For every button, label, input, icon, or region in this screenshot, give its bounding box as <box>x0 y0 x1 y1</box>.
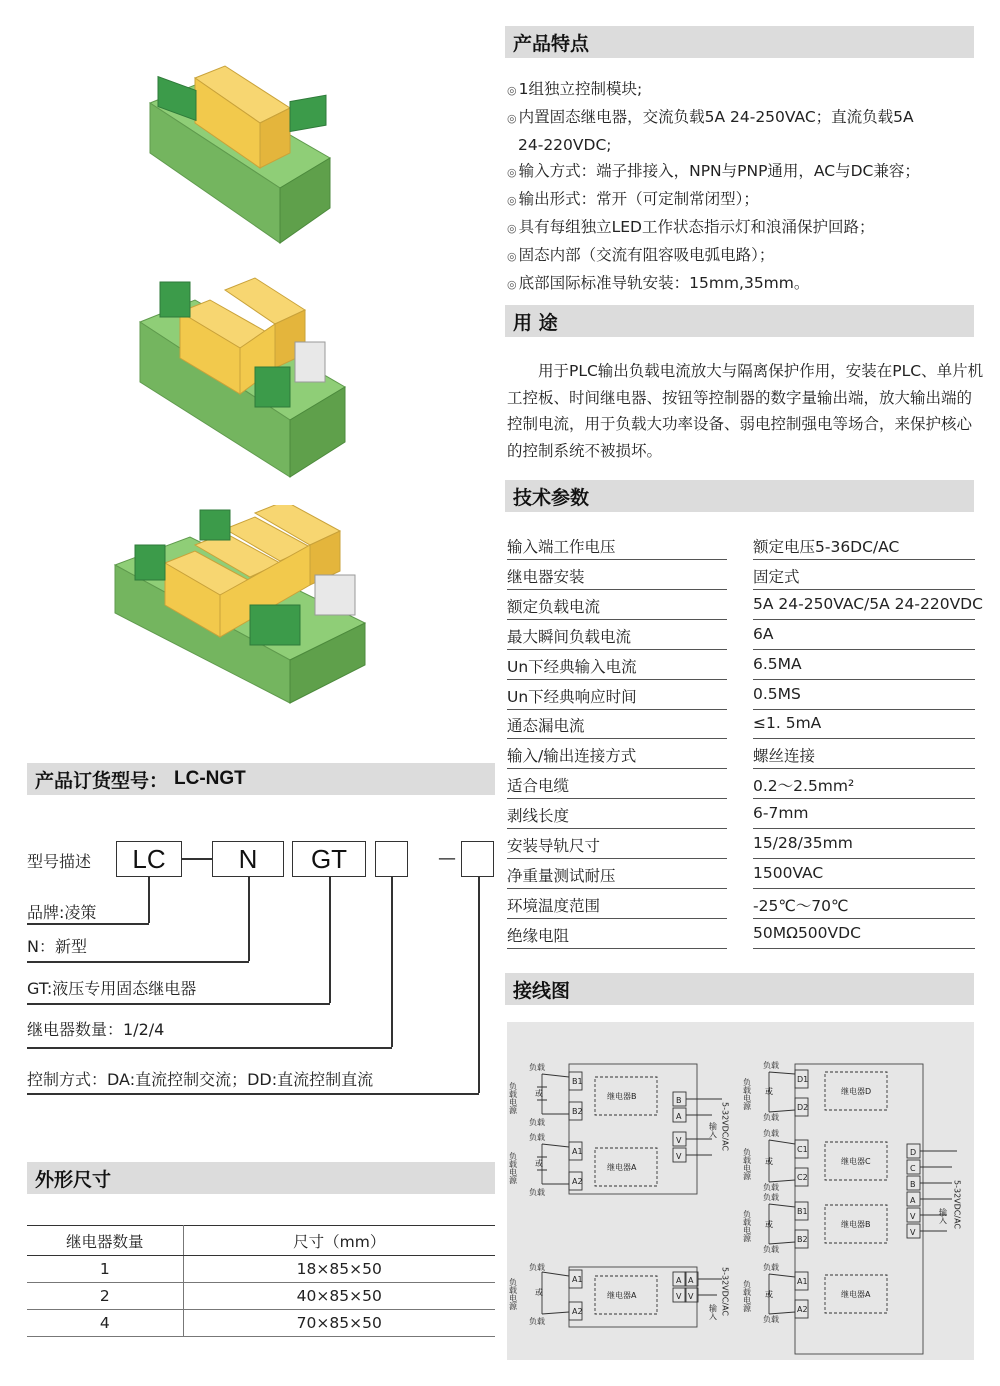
terminal-label: D2 <box>797 1103 809 1112</box>
wiring-label-load: 负载 <box>529 1133 545 1142</box>
wiring-label-or: 或 <box>765 1220 773 1229</box>
wiring-label-load: 负载 <box>763 1263 779 1272</box>
wiring-label-or: 或 <box>765 1157 773 1166</box>
wiring-label-input: 输入 <box>708 1122 718 1138</box>
wiring-label-load-power: 负载电源 <box>742 1280 752 1312</box>
code-box-count <box>375 841 408 877</box>
wiring-label-load: 负载 <box>763 1061 779 1070</box>
tech-param-row <box>507 859 975 889</box>
tech-param-value: ≤1. 5mA <box>753 714 822 733</box>
wiring-label-load-power: 负载电源 <box>742 1148 752 1180</box>
wiring-label-voltage: 5-32VDC/AC <box>720 1102 730 1151</box>
code-dash: — <box>438 848 456 869</box>
leader-line <box>27 1093 479 1095</box>
terminal-label: A <box>676 1112 682 1121</box>
table-cell: 40×85×50 <box>183 1283 495 1310</box>
tech-param-key: 剥线长度 <box>507 807 570 826</box>
relay-b-label: 继电器B <box>841 1220 871 1229</box>
terminal-label: A2 <box>572 1307 583 1316</box>
wiring-label-or: 或 <box>765 1290 773 1299</box>
wiring-label-load-power: 负载电源 <box>742 1078 752 1110</box>
tech-param-key: 适合电缆 <box>507 777 570 796</box>
usage-text: 用于PLC输出负载电流放大与隔离保护作用，安装在PLC、单片机工控板、时间继电器、按钮等控制器的数字量输出端，放大输出端的控制电流，用于负载大功率设备、弱电控制强电等场合，来保护核心的控制系统不被损坏。 <box>507 362 984 460</box>
feature-item: ◎ 底部国际标准导轨安装：15mm,35mm。 <box>507 274 810 292</box>
tech-param-value: 5A 24-250VAC/5A 24-220VDC <box>753 594 983 613</box>
relay-a-label: 继电器A <box>841 1290 871 1299</box>
wiring-label-load: 负载 <box>763 1245 779 1254</box>
terminal-label: A1 <box>797 1277 808 1286</box>
tech-param-key: 安装导轨尺寸 <box>507 837 601 855</box>
tech-param-key: 最大瞬间负载电流 <box>507 627 632 646</box>
tech-param-value: 6.5MA <box>753 654 802 673</box>
wiring-label-load: 负载 <box>763 1113 779 1122</box>
tech-param-row <box>507 769 975 799</box>
wiring-label-load: 负载 <box>529 1188 545 1197</box>
terminal-label: V <box>688 1292 694 1301</box>
tech-param-value: 50MΩ500VDC <box>753 923 861 942</box>
tech-param-key: 净重量测试耐压 <box>507 866 616 885</box>
relay-a-label: 继电器A <box>607 1163 637 1172</box>
terminal-label: A2 <box>797 1305 808 1314</box>
wiring-label-load: 负载 <box>763 1193 779 1202</box>
tech-param-key: 继电器安装 <box>507 567 585 586</box>
code-box-type: N <box>212 841 284 877</box>
tech-param-key: 额定负载电流 <box>507 597 601 616</box>
wiring-label-load-power: 负载电源 <box>508 1152 518 1184</box>
order-title: 产品订货型号： <box>35 769 169 792</box>
tech-param-row <box>507 829 975 859</box>
product-image-2-relay <box>135 272 350 487</box>
terminal-label: V <box>910 1228 916 1237</box>
code-box-brand: LC <box>116 841 182 877</box>
leader-line <box>391 877 393 1047</box>
table-row <box>27 1310 495 1337</box>
feature-item: ◎ 1组独立控制模块; <box>507 80 643 98</box>
control-label: 控制方式：DA:直流控制交流；DD:直流控制直流 <box>27 1070 374 1089</box>
divider <box>753 948 975 949</box>
terminal-label: B2 <box>572 1107 583 1116</box>
terminal-label: V <box>910 1212 916 1221</box>
leader-line <box>27 923 149 925</box>
table-cell: 18×85×50 <box>183 1256 495 1283</box>
tech-param-value: 0.2～2.5mm² <box>753 777 855 796</box>
wiring-label-input: 输入 <box>708 1304 718 1320</box>
terminal-label: B2 <box>797 1235 808 1244</box>
tech-param-row <box>507 560 975 590</box>
leader-line <box>148 877 150 923</box>
table-cell: 1 <box>27 1256 183 1283</box>
terminal-label: B <box>676 1096 682 1105</box>
feature-item: ◎ 输入方式：端子排接入，NPN与PNP通用，AC与DC兼容； <box>507 162 920 180</box>
col-header: 继电器数量 <box>27 1226 183 1256</box>
terminal-label: C1 <box>797 1145 808 1154</box>
terminal-label: B1 <box>797 1207 808 1216</box>
tech-param-value: 15/28/35mm <box>753 834 853 852</box>
feature-item: ◎ 输出形式：常开（可定制常闭型）； <box>507 190 759 208</box>
tech-param-value: 1500VAC <box>753 863 824 882</box>
feature-item: ◎ 具有每组独立LED工作状态指示灯和浪涌保护回路； <box>507 218 875 236</box>
table-cell: 2 <box>27 1283 183 1310</box>
feature-item: ◎ 固态内部（交流有阻容吸电弧电路）； <box>507 246 775 264</box>
tech-param-key: 绝缘电阻 <box>507 926 570 945</box>
terminal-label: A <box>688 1276 694 1285</box>
feature-item: 24-220VDC; <box>518 136 612 154</box>
tech-param-key: Un下经典响应时间 <box>507 687 637 706</box>
terminal-label: D <box>910 1148 917 1157</box>
feature-item: ◎ 内置固态继电器，交流负载5A 24-250VAC；直流负载5A <box>507 108 914 126</box>
wiring-label-voltage: 5-32VDC/AC <box>720 1267 730 1316</box>
leader-line <box>248 877 250 961</box>
wiring-label-load: 负载 <box>763 1129 779 1138</box>
table-cell: 70×85×50 <box>183 1310 495 1337</box>
relay-a-label: 继电器A <box>607 1291 637 1300</box>
wiring-diagram <box>507 1022 974 1360</box>
tech-param-value: 固定式 <box>753 567 800 586</box>
tech-param-row <box>507 739 975 769</box>
tech-param-row <box>507 650 975 680</box>
wiring-label-voltage: 5-32VDC/AC <box>952 1180 962 1229</box>
tech-param-row <box>507 889 975 919</box>
tech-header: 技术参数 <box>505 480 974 512</box>
series-label: GT:液压专用固态继电器 <box>27 979 197 998</box>
tech-param-value: 额定电压5-36DC/AC <box>753 538 900 556</box>
terminal-label: B <box>910 1180 916 1189</box>
order-model: LC-NGT <box>174 768 246 789</box>
code-box-series: GT <box>292 841 366 877</box>
terminal-label: A1 <box>572 1275 583 1284</box>
wiring-label-load-power: 负载电源 <box>508 1082 518 1114</box>
tech-param-value: 0.5MS <box>753 684 801 703</box>
terminal-label: A1 <box>572 1147 583 1156</box>
count-label: 继电器数量：1/2/4 <box>27 1020 165 1039</box>
tech-param-row <box>507 919 975 949</box>
leader-line <box>27 1047 392 1049</box>
order-header <box>27 763 495 795</box>
wiring-header: 接线图 <box>505 973 974 1005</box>
wiring-label-or: 或 <box>765 1087 773 1096</box>
wiring-label-load: 负载 <box>763 1183 779 1192</box>
wiring-label-or: 或 <box>535 1159 543 1168</box>
wiring-label-load: 负载 <box>529 1118 545 1127</box>
dims-header: 外形尺寸 <box>27 1162 495 1194</box>
terminal-label: D1 <box>797 1075 809 1084</box>
terminal-label: B1 <box>572 1077 583 1086</box>
tech-param-key: 通态漏电流 <box>507 717 585 736</box>
dims-table <box>27 1225 495 1337</box>
tech-param-row <box>507 680 975 710</box>
wiring-label-load: 负载 <box>763 1315 779 1324</box>
terminal-label: A <box>676 1276 682 1285</box>
tech-param-row <box>507 590 983 620</box>
divider <box>507 948 727 949</box>
tech-param-row <box>507 620 975 650</box>
tech-param-key: 环境温度范围 <box>507 896 601 915</box>
product-image-4-relay <box>110 505 370 705</box>
wiring-label-load-power: 负载电源 <box>508 1278 518 1310</box>
table-header-row <box>27 1226 495 1256</box>
terminal-label: A <box>910 1196 916 1205</box>
relay-d-label: 继电器D <box>841 1087 872 1096</box>
terminal-label: V <box>676 1152 682 1161</box>
product-image-1-relay <box>140 48 340 248</box>
relay-b-label: 继电器B <box>607 1092 637 1101</box>
tech-param-row <box>507 799 975 829</box>
terminal-label: A2 <box>572 1177 583 1186</box>
wiring-label-load-power: 负载电源 <box>742 1210 752 1242</box>
wiring-label-or: 或 <box>535 1288 543 1297</box>
wiring-label-load: 负载 <box>529 1317 545 1326</box>
table-row <box>27 1256 495 1283</box>
leader-line <box>27 961 249 963</box>
code-box-control <box>461 841 494 877</box>
wiring-label-or: 或 <box>535 1089 543 1098</box>
type-label: N：新型 <box>27 937 87 956</box>
tech-param-value: 6A <box>753 624 774 643</box>
brand-label: 品牌:凌策 <box>27 903 97 922</box>
terminal-label: V <box>676 1292 682 1301</box>
model-desc-label: 型号描述 <box>27 852 92 871</box>
tech-param-value: 螺丝连接 <box>753 747 816 766</box>
col-header: 尺寸（mm） <box>183 1226 495 1256</box>
relay-c-label: 继电器C <box>841 1157 871 1166</box>
tech-param-key: 输入端工作电压 <box>507 538 616 556</box>
wiring-label-input: 输入 <box>938 1208 948 1224</box>
table-cell: 4 <box>27 1310 183 1337</box>
usage-header: 用 途 <box>505 305 974 337</box>
table-row <box>27 1283 495 1310</box>
terminal-label: C <box>910 1164 916 1173</box>
tech-param-row <box>507 530 975 560</box>
leader-line <box>27 1003 330 1005</box>
tech-param-value: 6-7mm <box>753 804 809 823</box>
leader-line <box>329 877 331 1003</box>
wiring-label-load: 负载 <box>529 1263 545 1272</box>
wiring-label-load: 负载 <box>529 1063 545 1072</box>
leader-line <box>478 877 480 1093</box>
feature-list <box>507 76 920 298</box>
tech-param-key: Un下经典输入电流 <box>507 657 637 676</box>
tech-param-value: -25℃～70℃ <box>753 896 849 915</box>
tech-param-key: 输入/输出连接方式 <box>507 747 637 766</box>
tech-param-row <box>507 709 975 739</box>
terminal-label: V <box>676 1136 682 1145</box>
connector-line <box>182 858 212 860</box>
features-header: 产品特点 <box>505 26 974 58</box>
terminal-label: C2 <box>797 1173 808 1182</box>
